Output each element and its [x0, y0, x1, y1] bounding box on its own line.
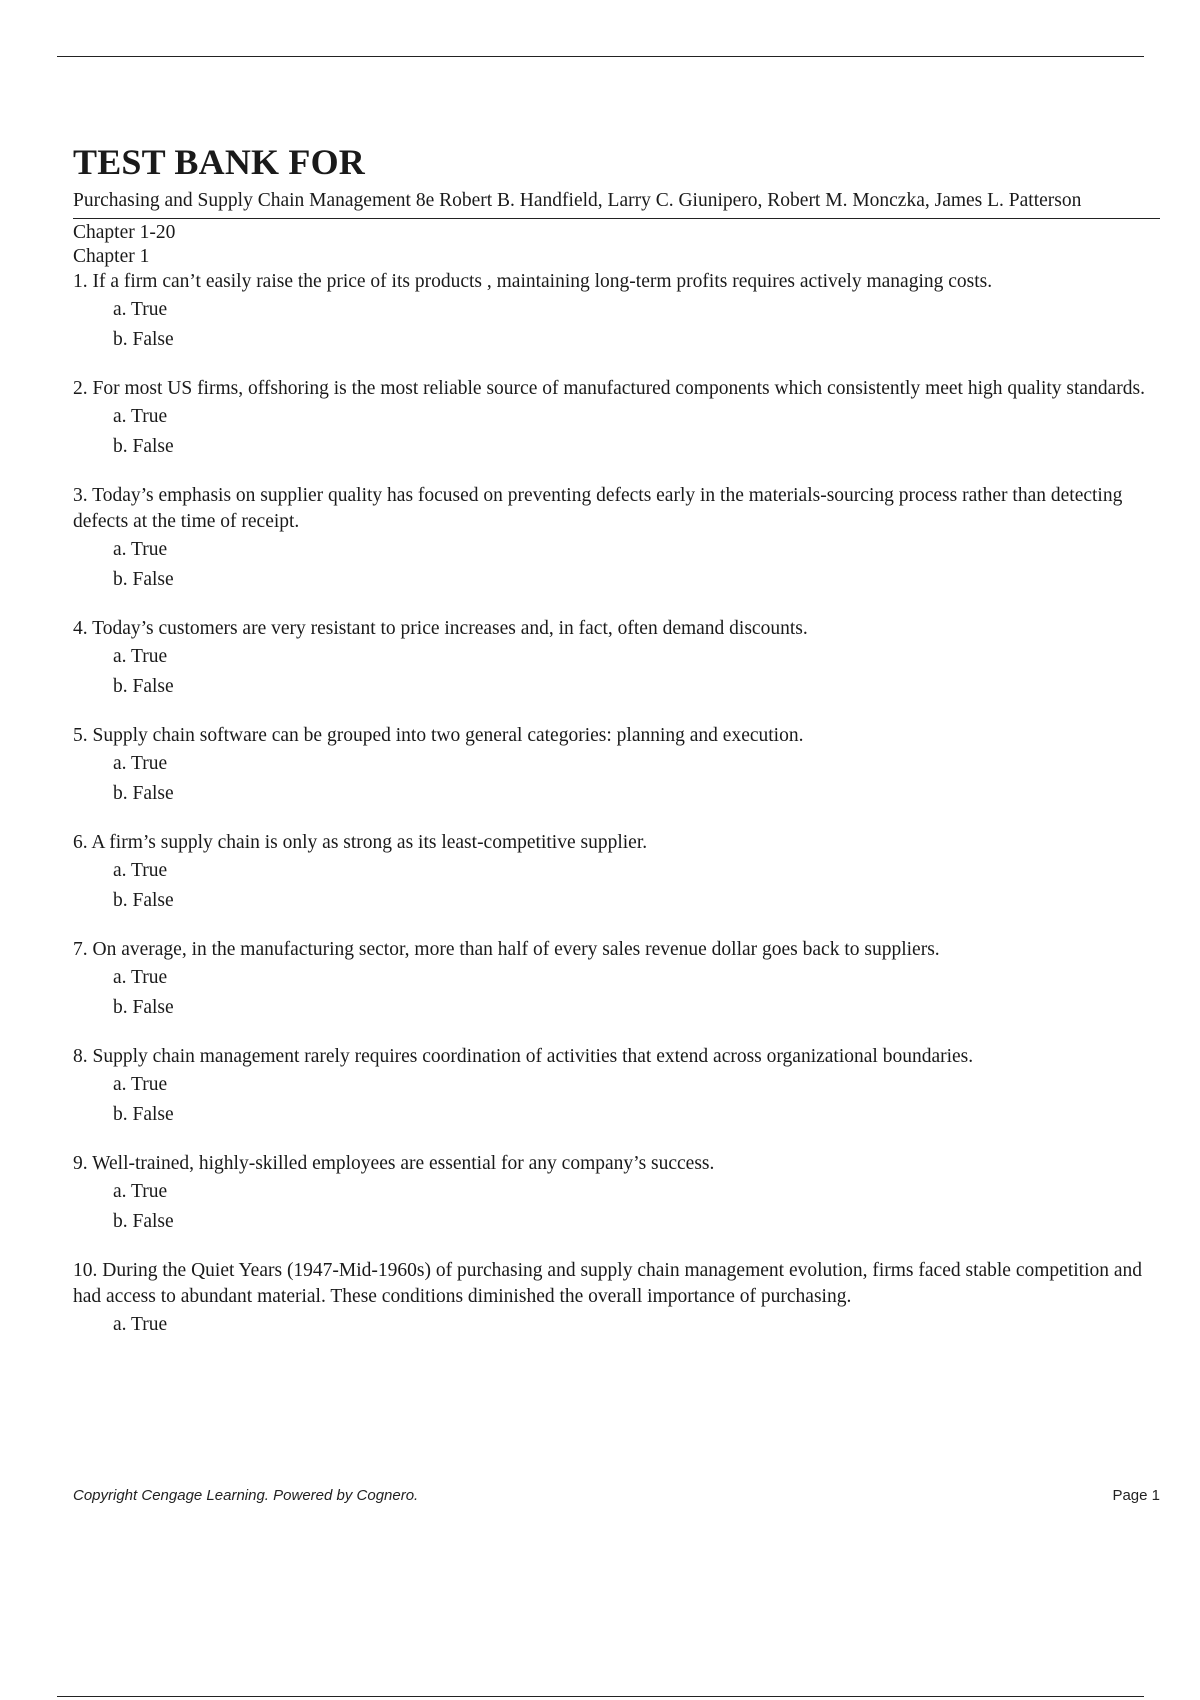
page-content: [73, 142, 1160, 1361]
chapter-range: Chapter 1-20: [73, 222, 176, 243]
answer-option: a. True: [113, 1181, 168, 1202]
answer-option: a. True: [113, 1314, 168, 1335]
answer-option: a. True: [113, 753, 168, 774]
question-item: [73, 723, 1160, 809]
answer-option: b. False: [113, 436, 174, 457]
answer-option: b. False: [113, 1104, 174, 1125]
question-item: [73, 1044, 1160, 1130]
question-text: 9. Well-trained, highly-skilled employees are essential for any company’s success.: [73, 1153, 715, 1174]
answer-option: b. False: [113, 676, 174, 697]
book-citation: Purchasing and Supply Chain Management 8e Robert B. Handfield, Larry C. Giunipero, Robert M. Monczka, James L. Patterson: [73, 190, 1082, 211]
answer-option: b. False: [113, 997, 174, 1018]
question-text: 10. During the Quiet Years (1947-Mid-1960s) of purchasing and supply chain management evolution, firms faced stable competition and had access to abundant material. These conditions diminished the overall importance of purchasing.: [73, 1260, 1143, 1307]
question-item: [73, 937, 1160, 1023]
chapter-heading: Chapter 1: [73, 246, 150, 267]
answer-option: b. False: [113, 1211, 174, 1232]
question-item: [73, 269, 1160, 355]
question-text: 7. On average, in the manufacturing sector, more than half of every sales revenue dollar goes back to suppliers.: [73, 939, 940, 960]
question-item: [73, 616, 1160, 702]
answer-option: a. True: [113, 539, 168, 560]
question-text: 8. Supply chain management rarely requires coordination of activities that extend across organizational boundaries.: [73, 1046, 974, 1067]
page-number: Page 1: [1112, 1487, 1160, 1504]
answer-option: a. True: [113, 406, 168, 427]
copyright-notice: Copyright Cengage Learning. Powered by Cognero.: [73, 1487, 419, 1504]
answer-option: a. True: [113, 1074, 168, 1095]
question-text: 4. Today’s customers are very resistant to price increases and, in fact, often demand discounts.: [73, 618, 808, 639]
answer-option: b. False: [113, 329, 174, 350]
question-item: [73, 483, 1160, 595]
question-item: [73, 830, 1160, 916]
answer-option: b. False: [113, 890, 174, 911]
answer-option: a. True: [113, 967, 168, 988]
question-text: 3. Today’s emphasis on supplier quality has focused on preventing defects early in the materials-sourcing process rather than detecting defects at the time of receipt.: [73, 485, 1123, 532]
answer-option: a. True: [113, 646, 168, 667]
document-title: TEST BANK FOR: [73, 142, 366, 182]
answer-option: b. False: [113, 783, 174, 804]
question-text: 6. A firm’s supply chain is only as strong as its least-competitive supplier.: [73, 832, 648, 853]
answer-option: a. True: [113, 299, 168, 320]
question-list: [73, 269, 1160, 1340]
answer-option: b. False: [113, 569, 174, 590]
question-item: [73, 1151, 1160, 1237]
top-rule: [57, 56, 1144, 57]
bottom-rule: [57, 1696, 1144, 1697]
header-divider: [73, 218, 1160, 219]
question-text: 5. Supply chain software can be grouped into two general categories: planning and execution.: [73, 725, 804, 746]
question-text: 2. For most US firms, offshoring is the most reliable source of manufactured components which consistently meet high quality standards.: [73, 378, 1145, 399]
question-text: 1. If a firm can’t easily raise the price of its products , maintaining long-term profits requires actively managing costs.: [73, 271, 993, 292]
answer-option: a. True: [113, 860, 168, 881]
question-item: [73, 1258, 1160, 1340]
question-item: [73, 376, 1160, 462]
